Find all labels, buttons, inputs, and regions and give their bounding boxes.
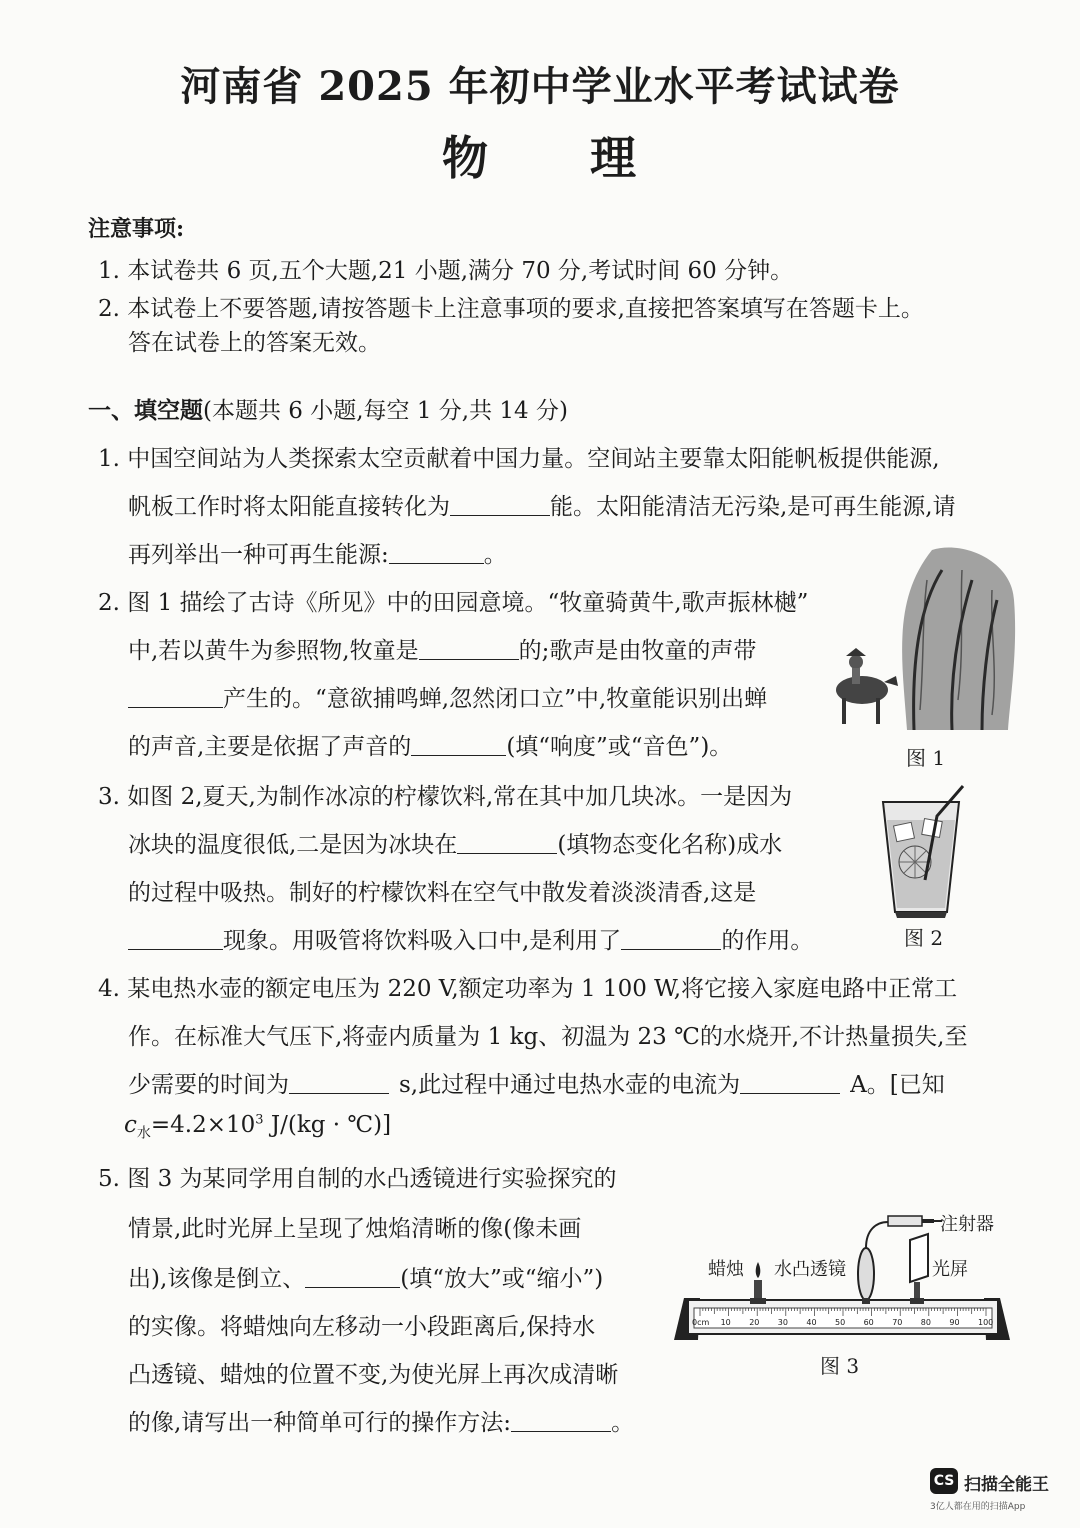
ruler-tick-label: 100 [978,1318,994,1327]
q4-line-2: 作。在标准大气压下,将壶内质量为 1 kg、初温为 23 ℃的水烧开,不计热量损失,至 [128,1024,968,1050]
q5-line-4: 的实像。将蜡烛向左移动一小段距离后,保持水 [128,1314,596,1340]
answer-blank[interactable] [740,1073,840,1094]
q2-line-2 [128,632,756,665]
q5-text-6b: 。 [611,1410,635,1436]
label-lens: 水凸透镜 [774,1259,846,1280]
q3-line-4 [128,922,813,955]
exam-title: 河南省 2025 年初中学业水平考试试卷 [180,63,900,110]
figure-1-caption: 图 1 [906,746,946,770]
figure-3-optical-bench [670,1200,1015,1350]
answer-blank[interactable] [457,833,557,854]
scanner-app-name: 扫描全能王 [964,1475,1049,1495]
specific-heat-subscript: 水 [136,1125,151,1142]
subject-title [0,122,1080,188]
specific-heat-exponent: 3 [255,1112,264,1128]
q4-text-3a: 少需要的时间为 [128,1072,289,1098]
q2-text-4b: (填“响度”或“音色”)。 [506,734,733,760]
answer-blank[interactable] [621,929,721,950]
figure-1-illustration [832,540,1022,740]
q4-line-1: 4. 某电热水壶的额定电压为 220 V,额定功率为 1 100 W,将它接入家庭电路中正常工 [98,976,958,1002]
q5-text-3b: (填“放大”或“缩小”) [400,1266,604,1292]
label-syringe: 注射器 [940,1214,994,1235]
q2-line-4 [128,728,732,761]
q2-text-2b: 的;歌声是由牧童的声带 [518,638,757,664]
q1-line-1: 1. 中国空间站为人类探索太空贡献着中国力量。空间站主要靠太阳能帆板提供能源, [98,446,940,472]
figure-2-glass-illustration [875,780,975,920]
answer-blank[interactable] [389,543,484,564]
notes-heading: 注意事项: [88,216,185,242]
label-screen: 光屏 [932,1259,968,1280]
specific-heat-value: =4.2×10 [150,1112,256,1138]
notes-item-1: 1. 本试卷共 6 页,五个大题,21 小题,满分 70 分,考试时间 60 分钟。 [98,258,794,284]
figure-3-caption: 图 3 [820,1354,860,1378]
q1-line-2 [128,488,956,521]
ruler-tick-label: 60 [863,1318,874,1327]
specific-heat-unit: J/(kg · ℃)] [263,1112,392,1138]
q3-text-2a: 冰块的温度很低,二是因为冰块在 [128,832,458,858]
q3-text-2b: (填物态变化名称)成水 [557,832,783,858]
answer-blank[interactable] [419,639,519,660]
q5-text-6a: 的像,请写出一种简单可行的操作方法: [128,1410,512,1436]
q1-text-3a: 再列举出一种可再生能源: [128,542,389,568]
ruler-tick-label: 50 [835,1318,846,1327]
scanner-app-slogan: 3亿人都在用的扫描App [930,1502,1026,1512]
q3-line-2 [128,826,782,859]
q3-text-4b: 现象。用吸管将饮料吸入口中,是利用了 [223,928,622,954]
ruler-tick-label: 0cm [692,1318,710,1327]
ruler-tick-label: 10 [720,1318,731,1327]
q1-text-2b: 能。太阳能清洁无污染,是可再生能源,请 [550,494,956,520]
notes-item-2: 2. 本试卷上不要答题,请按答题卡上注意事项的要求,直接把答案填写在答题卡上。 [98,296,924,322]
answer-blank[interactable] [289,1073,389,1094]
q4-text-3b: s,此过程中通过电热水壶的电流为 [399,1072,741,1098]
q2-text-2a: 中,若以黄牛为参照物,牧童是 [128,638,419,664]
section-info: (本题共 6 小题,每空 1 分,共 14 分) [203,398,568,424]
subject-char-1: 物 [442,131,490,185]
ruler-tick-label: 80 [920,1318,931,1327]
q5-line-3 [128,1260,603,1293]
q5-text-3a: 出),该像是倒立、 [128,1266,306,1292]
q3-text-4c: 的作用。 [721,928,814,954]
ruler-tick-label: 70 [892,1318,903,1327]
q1-line-3 [128,536,507,569]
specific-heat-symbol: c [124,1112,137,1138]
figure-2-caption: 图 2 [904,926,944,950]
ruler-tick-label: 90 [949,1318,960,1327]
q5-line-2: 情景,此时光屏上呈现了烛焰清晰的像(像未画 [128,1216,582,1242]
q1-text-3b: 。 [483,542,507,568]
q2-text-4a: 的声音,主要是依据了声音的 [128,734,412,760]
q3-line-3: 的过程中吸热。制好的柠檬饮料在空气中散发着淡淡清香,这是 [128,880,757,906]
ruler-tick-label: 30 [777,1318,788,1327]
q5-line-1: 5. 图 3 为某同学用自制的水凸透镜进行实验探究的 [98,1166,617,1192]
answer-blank[interactable] [305,1267,400,1288]
label-candle: 蜡烛 [708,1259,744,1280]
notes-item-2-cont: 答在试卷上的答案无效。 [128,330,381,356]
ruler-tick-label: 40 [806,1318,817,1327]
q2-line-1: 2. 图 1 描绘了古诗《所见》中的田园意境。“牧童骑黄牛,歌声振林樾” [98,590,809,616]
q5-line-6 [128,1404,634,1437]
q1-text-2a: 帆板工作时将太阳能直接转化为 [128,494,450,520]
q4-line-4 [124,1112,391,1143]
q5-line-5: 凸透镜、蜡烛的位置不变,为使光屏上再次成清晰 [128,1362,619,1388]
q3-line-1: 3. 如图 2,夏天,为制作冰凉的柠檬饮料,常在其中加几块冰。一是因为 [98,784,793,810]
scanner-logo-icon: CS [930,1468,958,1494]
ruler-tick-labels [670,1200,1015,1350]
answer-blank[interactable] [450,495,550,516]
subject-char-2: 理 [590,131,638,185]
scanner-watermark [928,1466,1068,1514]
ruler-tick-label: 20 [749,1318,760,1327]
answer-blank[interactable] [411,735,506,756]
q4-line-3 [128,1066,945,1099]
answer-blank[interactable] [128,687,223,708]
q2-text-3b: 产生的。“意欲捕鸣蝉,忽然闭口立”中,牧童能识别出蝉 [223,686,768,712]
q4-text-3c: A。[已知 [850,1072,945,1098]
answer-blank[interactable] [511,1411,611,1432]
answer-blank[interactable] [128,929,223,950]
q2-line-3 [128,680,767,713]
section-title: 一、填空题 [88,397,203,424]
section-heading [88,392,568,425]
